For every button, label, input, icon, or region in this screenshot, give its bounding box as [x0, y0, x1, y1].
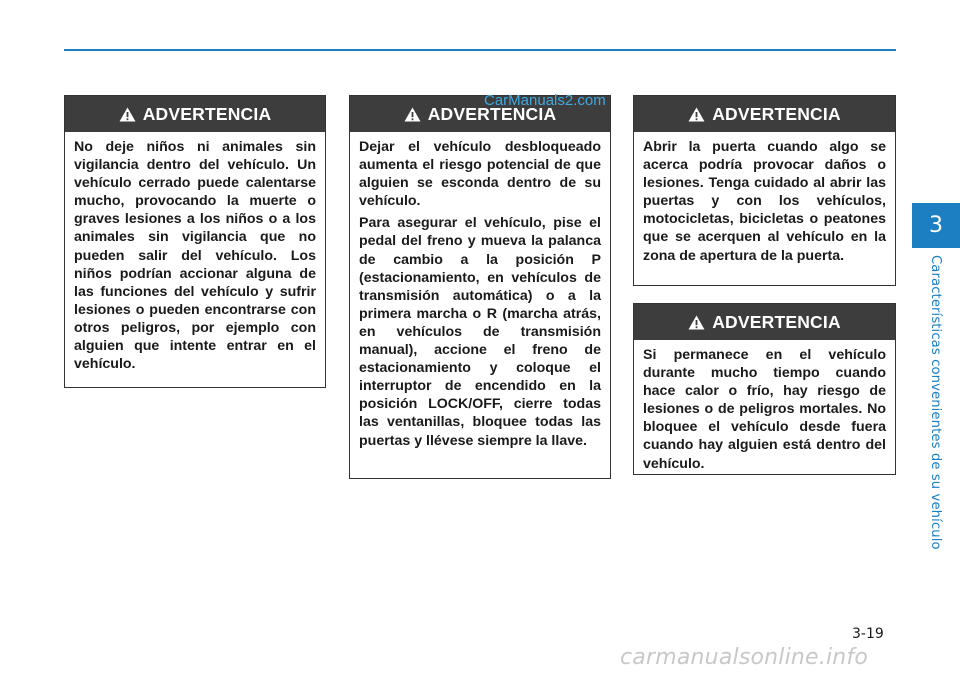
page-number: 3-19 [852, 626, 884, 642]
warning-body [634, 132, 895, 273]
warning-title: ADVERTENCIA [712, 103, 841, 124]
warning-title: ADVERTENCIA [427, 103, 557, 124]
chapter-tab [912, 203, 960, 248]
warning-title: ADVERTENCIA [712, 311, 841, 332]
warning-triangle-icon [404, 107, 421, 122]
chapter-title: Características convenientes de su vehículo [928, 255, 943, 550]
warning-triangle-icon [688, 315, 705, 330]
warning-paragraph: No deje niños ni animales sin vigilancia dentro del vehículo. Un vehículo cerrado puede calentarse mucho, provocando la muerte o graves lesiones a los niños o a los animales sin vigilancia que no pueden salir del vehículo. Los niños podrían accionar alguna de las funciones del vehículo y sufrir lesiones o pueden encontrarse con otros peligros, por ejemplo con alguien que intente entrar en el vehículo. [74, 139, 316, 373]
warning-paragraph: Para asegurar el vehículo, pise el pedal del freno y mueva la palanca de cambio a la posición P (estacionamiento, en vehículos de transmisión automática) o a la primera marcha o R (marcha atrás, en vehículos de transmisión manual), accione el freno de estacionamiento y coloque el interruptor de encendido en la posición LOCK/OFF, cierre todas las ventanillas, bloquee todas las puertas y llévese siempre la llave. [359, 215, 601, 449]
warning-body [65, 132, 325, 381]
warning-title: ADVERTENCIA [142, 103, 272, 124]
warning-body [634, 340, 895, 481]
warning-header [65, 96, 325, 132]
warning-paragraph: Dejar el vehículo desbloqueado aumenta el riesgo potencial de que alguien se esconda dentro de su vehículo. [359, 139, 601, 210]
chapter-number: 3 [929, 213, 943, 238]
warning-paragraph: Abrir la puerta cuando algo se acerca podría provocar daños o lesiones. Tenga cuidado al abrir las puertas y con los vehículos, motocicletas, bicicletas o peatones que se acerquen al vehículo en la zona de apertura de la puerta. [643, 139, 886, 264]
watermark-bottom: carmanualsonline.info [620, 645, 869, 670]
warning-header [634, 304, 895, 340]
warning-body [350, 132, 610, 458]
warning-paragraph: Si permanece en el vehículo durante mucho tiempo cuando hace calor o frío, hay riesgo de lesiones o de peligros mortales. No bloquee el vehículo desde fuera cuando hay alguien está dentro del vehículo. [643, 347, 886, 472]
warning-box-children-animals [64, 95, 326, 388]
warning-box-temperature [633, 303, 896, 475]
top-rule [64, 49, 896, 51]
watermark-top: CarManuals2.com [484, 92, 606, 109]
warning-triangle-icon [119, 107, 136, 122]
warning-box-door-opening [633, 95, 896, 286]
warning-header [634, 96, 895, 132]
warning-triangle-icon [688, 107, 705, 122]
warning-box-unlocked-vehicle [349, 95, 611, 479]
